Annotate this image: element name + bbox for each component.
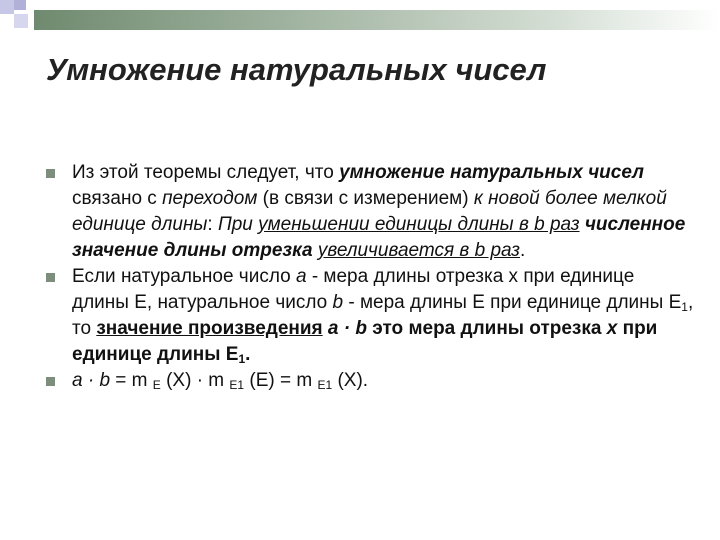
text-segment: численное значение длины отрезка [72,214,686,261]
decor-square [14,0,26,10]
text-segment: при единице длины Е [72,318,658,365]
decor-square [14,14,28,28]
text-segment: a · b [72,370,111,391]
text-segment: переходом [162,188,258,209]
text-segment: При [217,214,259,235]
text-segment: (в связи с измерением) [257,188,474,209]
text-segment: увеличивается в b раз [317,240,520,261]
text-segment: (X) · m [160,370,230,391]
text-segment: = m [110,370,153,391]
list-item [46,160,696,264]
list-item [46,368,696,394]
text-segment: : [207,214,218,235]
square-bullet-icon [46,377,55,386]
text-segment: . [245,344,251,365]
text-segment: - мера длины Е при единице длины Е [343,292,682,313]
bullet-list [46,160,696,394]
text-segment: уменьшении единицы длины в b раз [258,214,580,235]
subscript: 1 [681,300,688,314]
subscript: E1 [317,378,333,392]
subscript: 1 [238,352,246,366]
square-bullet-icon [46,273,55,282]
text-segment: Если натуральное число [72,266,296,287]
subscript: E [152,378,161,392]
text-segment: a · b [327,318,367,339]
header-gradient-bar [34,10,720,30]
decor-square [0,0,14,14]
text-segment: Из этой теоремы следует, что [72,162,340,183]
text-segment: (E) = m [244,370,318,391]
text-segment: . [520,240,526,261]
subscript: E1 [229,378,245,392]
text-segment: х [606,318,618,339]
text-segment: - мера длины отрезка х при единице длины Е, натуральное число [72,266,635,313]
text-segment: a [295,266,307,287]
slide-title: Умножение натуральных чисел [46,52,547,87]
list-item [46,264,696,368]
text-segment: связано с [72,188,163,209]
text-segment: , то [72,292,694,339]
text-segment: (X). [332,370,369,391]
square-bullet-icon [46,169,55,178]
text-segment: это мера длины отрезка [366,318,607,339]
text-segment: b [332,292,344,313]
text-segment: к новой более мелкой единице длины [72,188,667,235]
text-segment: значение произведения [96,318,323,339]
text-segment: умножение натуральных чисел [339,162,644,183]
